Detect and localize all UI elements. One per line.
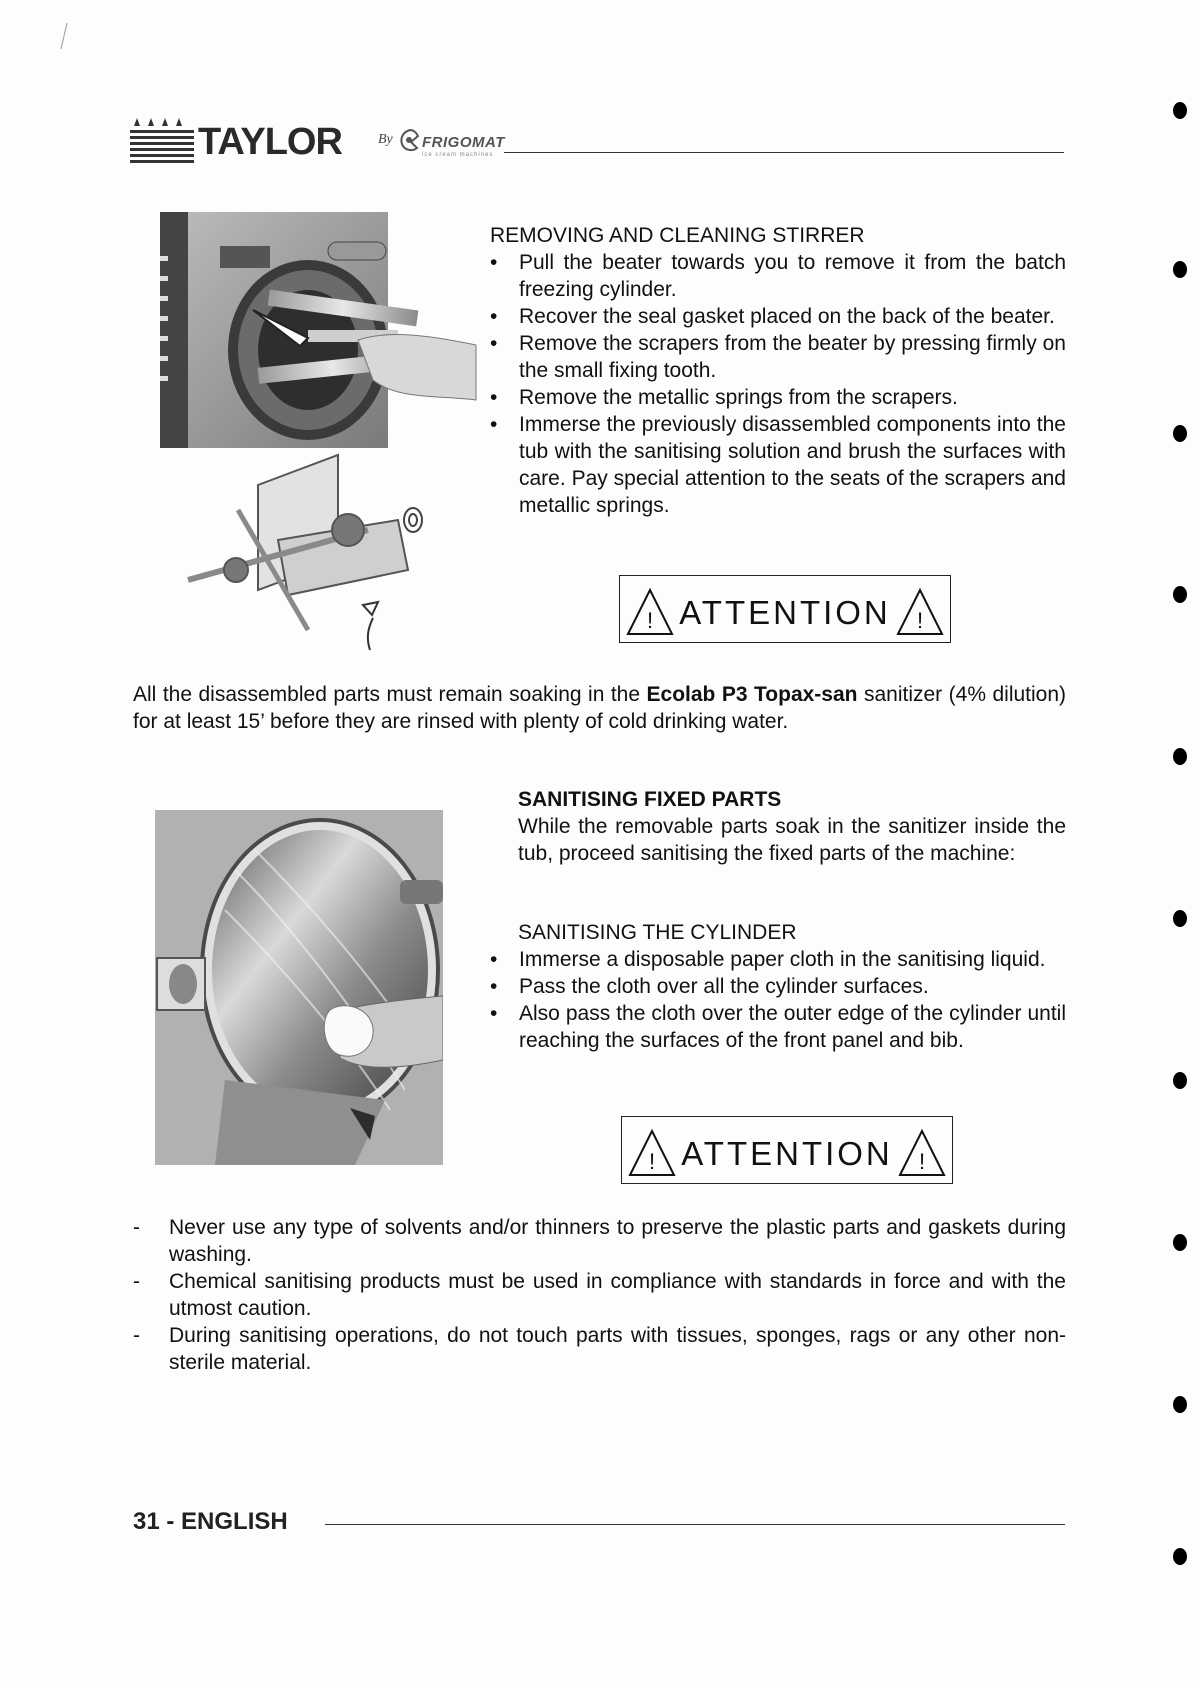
bullet-icon: • [490, 413, 498, 436]
frigomat-logo-text: FRIGOMAT [422, 134, 505, 151]
dash-bullet: - [133, 1270, 140, 1293]
cylinder-section [490, 919, 1066, 1054]
binder-hole [1173, 586, 1187, 603]
frigomat-logo-icon [398, 128, 422, 154]
fixed-parts-heading: SANITISING FIXED PARTS [518, 788, 782, 811]
list-item [490, 330, 1066, 384]
step-text: Pass the cloth over all the cylinder surfaces. [519, 975, 929, 998]
list-item [490, 973, 1066, 1000]
binder-hole [1173, 425, 1187, 442]
taylor-crown-logo-icon [130, 116, 194, 166]
svg-text:!: ! [648, 1149, 656, 1174]
warning-triangle-icon [898, 590, 942, 634]
step-text: Recover the seal gasket placed on the back of the beater. [519, 305, 1055, 328]
stirrer-section [490, 222, 1066, 519]
list-item [133, 1268, 1066, 1322]
list-item [490, 946, 1066, 973]
bullet-icon: • [490, 1002, 498, 1025]
soak-text-start: All the disassembled parts must remain soaking in the [133, 683, 647, 706]
step-text: Immerse the previously disassembled components into the tub with the sanitising solution and brush the surfaces with care. Pay special attention to the seats of the scrapers and metallic springs. [519, 413, 1066, 517]
list-item [133, 1214, 1066, 1268]
binder-hole [1173, 1548, 1187, 1565]
list-item [490, 303, 1066, 330]
binder-hole [1173, 748, 1187, 765]
attention-box [621, 1116, 953, 1184]
warning-text: Never use any type of solvents and/or thinners to preserve the plastic parts and gaskets during washing. [169, 1216, 1066, 1266]
attention-box [619, 575, 951, 643]
page-header [130, 108, 1066, 168]
bullet-icon: • [490, 332, 498, 355]
attention-label: ATTENTION [679, 594, 891, 631]
cylinder-heading: SANITISING THE CYLINDER [518, 921, 797, 944]
binder-hole [1173, 1396, 1187, 1413]
bullet-icon: • [490, 251, 498, 274]
binder-hole [1173, 1234, 1187, 1251]
step-text: Pull the beater towards you to remove it from the batch freezing cylinder. [519, 251, 1066, 301]
step-text: Immerse a disposable paper cloth in the sanitising liquid. [519, 948, 1046, 971]
fixed-parts-intro: While the removable parts soak in the sanitizer inside the tub, proceed sanitising the fixed parts of the machine: [518, 815, 1066, 865]
bullet-icon: • [490, 305, 498, 328]
bullet-icon: • [490, 386, 498, 409]
list-item [490, 1000, 1066, 1054]
header-rule [504, 152, 1064, 153]
svg-text:!: ! [646, 608, 654, 633]
warnings-section [133, 1214, 1066, 1376]
warning-triangle-icon [630, 1131, 674, 1175]
step-text: Also pass the cloth over the outer edge of the cylinder until reaching the surfaces of the front panel and bib. [519, 1002, 1066, 1052]
step-text: Remove the metallic springs from the scrapers. [519, 386, 958, 409]
list-item [490, 249, 1066, 303]
svg-text:!: ! [918, 1149, 926, 1174]
sanitizer-product-name: Ecolab P3 Topax-san [646, 683, 858, 706]
footer-rule [325, 1524, 1065, 1525]
warning-triangle-icon [628, 590, 672, 634]
bullet-icon: • [490, 948, 498, 971]
fixed-parts-section [518, 786, 1066, 867]
warning-text: Chemical sanitising products must be used in compliance with standards in force and with the utmost caution. [169, 1270, 1066, 1320]
page-number-label: 31 - ENGLISH [133, 1508, 288, 1535]
list-item [133, 1322, 1066, 1376]
frigomat-tagline: ice cream machines [422, 152, 494, 158]
dash-bullet: - [133, 1216, 140, 1239]
binder-hole [1173, 102, 1187, 119]
soak-text-end: sanitizer (4% dilution) for at least 15’ before they are rinsed with plenty of cold drinking water. [133, 683, 1067, 733]
warnings-list [133, 1214, 1066, 1376]
stirrer-steps-list [490, 249, 1066, 519]
scan-mark [60, 22, 68, 50]
step-text: Remove the scrapers from the beater by pressing firmly on the small fixing tooth. [519, 332, 1066, 382]
cylinder-steps-list [490, 946, 1066, 1054]
svg-text:!: ! [916, 608, 924, 633]
binder-hole [1173, 261, 1187, 278]
warning-text: During sanitising operations, do not touch parts with tissues, sponges, rags or any other non-sterile material. [169, 1324, 1066, 1374]
soak-note [133, 681, 1066, 735]
binder-hole [1173, 1072, 1187, 1089]
list-item [490, 411, 1066, 519]
cylinder-cleaning-photo [155, 810, 443, 1165]
dash-bullet: - [133, 1324, 140, 1347]
logo-by-text: By [378, 132, 393, 147]
warning-triangle-icon [900, 1131, 944, 1175]
bullet-icon: • [490, 975, 498, 998]
binder-hole [1173, 910, 1187, 927]
taylor-logo-text: TAYLOR [198, 121, 342, 163]
beater-removal-photo [158, 210, 478, 660]
list-item [490, 384, 1066, 411]
stirrer-heading: REMOVING AND CLEANING STIRRER [490, 224, 865, 247]
attention-label: ATTENTION [681, 1135, 893, 1172]
